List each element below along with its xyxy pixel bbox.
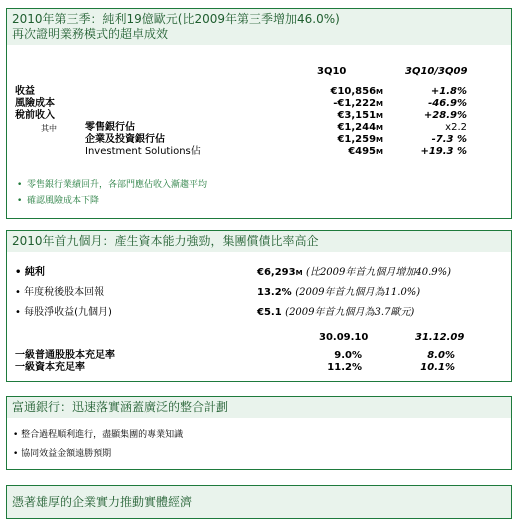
bullet-icon: • bbox=[13, 430, 22, 440]
row-value: €3,151M bbox=[337, 110, 383, 121]
item-label: • 每股淨收益(九個月) bbox=[15, 307, 112, 318]
row-label: 企業及投資銀行佔 bbox=[85, 134, 165, 145]
ratio-label: 一級普通股股本充足率 bbox=[15, 350, 115, 361]
col-header-date1: 30.09.10 bbox=[319, 332, 369, 343]
bullet-icon: • bbox=[15, 287, 25, 298]
box-title-line2: 再次證明業務模式的超卓成效 bbox=[12, 27, 169, 41]
row-change: x2.2 bbox=[445, 122, 467, 133]
row-label: 收益 bbox=[15, 86, 35, 97]
box-title: 2010年首九個月：產生資本能力強勁，集團償債比率高企 bbox=[7, 231, 511, 252]
row-value: €10,856M bbox=[330, 86, 383, 97]
item-value: €6,293M (比2009年首九個月增加40.9%) bbox=[257, 267, 452, 278]
item-label: • 年度稅後股本回報 bbox=[15, 287, 105, 298]
row-value: -€1,222M bbox=[333, 98, 383, 109]
nine-months-box bbox=[6, 230, 512, 382]
list-item: • 協同效益金額遠勝預期 bbox=[13, 449, 112, 459]
box-title: 憑著雄厚的企業實力推動實體經濟 bbox=[7, 486, 511, 518]
row-change: -46.9% bbox=[428, 98, 467, 109]
ratio-value: 9.0% bbox=[334, 350, 362, 361]
bullet-icon: • bbox=[15, 307, 25, 318]
box-title bbox=[7, 9, 511, 45]
list-item: • 零售銀行業績回升，各部門應佔收入漸趨平均 bbox=[17, 180, 208, 190]
row-value: €495M bbox=[348, 146, 383, 157]
row-change: +1.8% bbox=[430, 86, 467, 97]
box-title: 富通銀行：迅速落實涵蓋廣泛的整合計劃 bbox=[7, 397, 511, 418]
ratio-value: 10.1% bbox=[420, 362, 455, 373]
bullet-icon: • bbox=[17, 180, 23, 190]
row-value: €1,244M bbox=[337, 122, 383, 133]
col-header-3q10: 3Q10 bbox=[317, 66, 347, 77]
row-label: 稅前收入 bbox=[15, 110, 55, 121]
ratio-value: 11.2% bbox=[327, 362, 362, 373]
list-item: • 確認風險成本下降 bbox=[17, 196, 100, 206]
col-header-date2: 31.12.09 bbox=[415, 332, 465, 343]
ratio-label: 一級資本充足率 bbox=[15, 362, 85, 373]
row-label: Investment Solutions佔 bbox=[85, 146, 201, 157]
item-label: • 純利 bbox=[15, 267, 45, 278]
row-value: €1,259M bbox=[337, 134, 383, 145]
row-label: 零售銀行佔 bbox=[85, 122, 135, 133]
box-title-line1: 2010年第三季：純利19億歐元(比2009年第三季增加46.0%) bbox=[12, 12, 340, 26]
ratio-value: 8.0% bbox=[427, 350, 455, 361]
third-quarter-box bbox=[6, 8, 512, 219]
item-value: €5.1 (2009年首九個月為3.7歐元) bbox=[257, 307, 415, 318]
list-item: • 整合過程順利進行，盡顯集團的專業知識 bbox=[13, 430, 184, 440]
bullet-icon: • bbox=[13, 449, 22, 459]
row-label: 風險成本 bbox=[15, 98, 55, 109]
row-prefix: 其中 bbox=[41, 124, 57, 133]
bullet-icon: • bbox=[15, 267, 25, 278]
row-change: +28.9% bbox=[423, 110, 467, 121]
item-value: 13.2% (2009年首九個月為11.0%) bbox=[257, 287, 421, 298]
col-header-change: 3Q10/3Q09 bbox=[405, 66, 468, 77]
bullet-icon: • bbox=[17, 196, 23, 206]
row-change: -7.3 % bbox=[431, 134, 467, 145]
bnp-fortis-box bbox=[6, 396, 512, 470]
row-change: +19.3 % bbox=[420, 146, 467, 157]
real-economy-box bbox=[6, 485, 512, 519]
